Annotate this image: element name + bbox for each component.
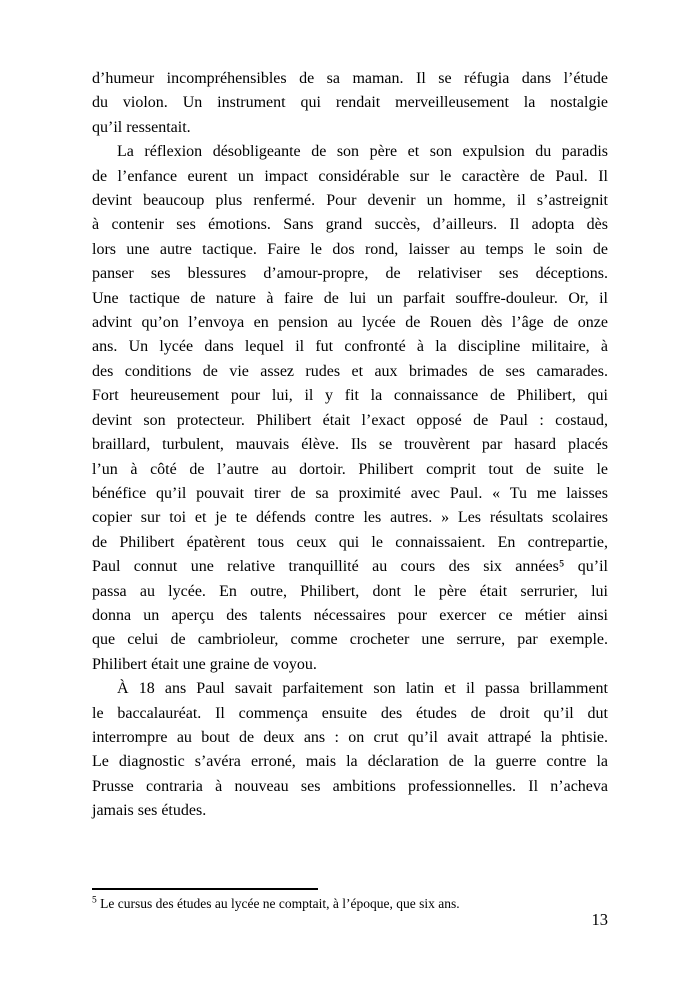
text-line: qu’il ressentait. — [92, 118, 191, 136]
text-line: le baccalauréat. Il commença ensuite des études de droit qu’il dut — [92, 704, 608, 722]
text-line: devint beaucoup plus renfermé. Pour devenir un homme, il s’astreignit — [92, 192, 608, 210]
text-line: Une tactique de nature à faire de lui un parfait souffre-douleur. Or, il — [92, 289, 608, 307]
text-line: ans. Un lycée dans lequel il fut confronté à la discipline militaire, à — [92, 338, 608, 356]
text-line: Prusse contraria à nouveau ses ambitions professionnelles. Il n’acheva — [92, 777, 608, 795]
text-line: des conditions de vie assez rudes et aux brimades de ses camarades. — [92, 362, 608, 380]
text-line: l’un à côté de l’autre au dortoir. Philibert comprit tout de suite le — [92, 460, 608, 478]
text-line: bénéfice qu’il pouvait tirer de sa proximité avec Paul. « Tu me laisses — [92, 484, 608, 502]
footnote-divider — [92, 888, 318, 890]
text-line: à contenir ses émotions. Sans grand succès, d’ailleurs. Il adopta dès — [92, 216, 608, 234]
text-line: d’humeur incompréhensibles de sa maman. Il se réfugia dans l’étude — [92, 70, 608, 87]
text-line: interrompre au bout de deux ans : on crut qu’il avait attrapé la phtisie. — [92, 728, 608, 746]
text-line: du violon. Un instrument qui rendait merveilleusement la nostalgie — [92, 94, 608, 112]
text-line: Le diagnostic s’avéra erroné, mais la déclaration de la guerre contre la — [92, 753, 608, 771]
footnote-marker: 5 — [92, 895, 97, 906]
text-line: La réflexion désobligeante de son père et son expulsion du paradis — [117, 143, 608, 161]
text-line: que celui de cambrioleur, comme crocheter une serrure, par exemple. — [92, 631, 608, 649]
footnote-text: Le cursus des études au lycée ne comptait, à l’époque, que six ans. — [96, 896, 460, 911]
text-line: de Philibert épatèrent tous ceux qui le connaissaient. En contrepartie, — [92, 533, 608, 551]
text-line: braillard, turbulent, mauvais élève. Ils se trouvèrent par hasard placés — [92, 436, 608, 454]
text-line: passa au lycée. En outre, Philibert, dont le père était serrurier, lui — [92, 582, 608, 600]
text-line: À 18 ans Paul savait parfaitement son latin et il passa brillamment — [117, 680, 608, 698]
page-number: 13 — [591, 910, 608, 929]
text-line: copier sur toi et je te défends contre les autres. » Les résultats scolaires — [92, 509, 608, 527]
text-line: panser ses blessures d’amour-propre, de relativiser ses déceptions. — [92, 265, 608, 283]
text-line: devint son protecteur. Philibert était l’exact opposé de Paul : costaud, — [92, 411, 608, 429]
text-line: Paul connut une relative tranquillité au cours des six années⁵ qu’il — [92, 558, 608, 576]
text-line: lors une autre tactique. Faire le dos rond, laisser au temps le soin de — [92, 240, 608, 258]
text-line: Fort heureusement pour lui, il y fit la connaissance de Philibert, qui — [92, 387, 608, 405]
text-line: Philibert était une graine de voyou. — [92, 655, 317, 673]
text-line: de l’enfance eurent un impact considérable sur le caractère de Paul. Il — [92, 167, 608, 185]
text-block — [92, 67, 608, 824]
text-line: jamais ses études. — [92, 802, 207, 820]
text-line: donna un aperçu des talents nécessaires pour exercer ce métier ainsi — [92, 606, 608, 624]
text-line: advint qu’on l’envoya en pension au lycée de Rouen dès l’âge de onze — [92, 314, 608, 332]
